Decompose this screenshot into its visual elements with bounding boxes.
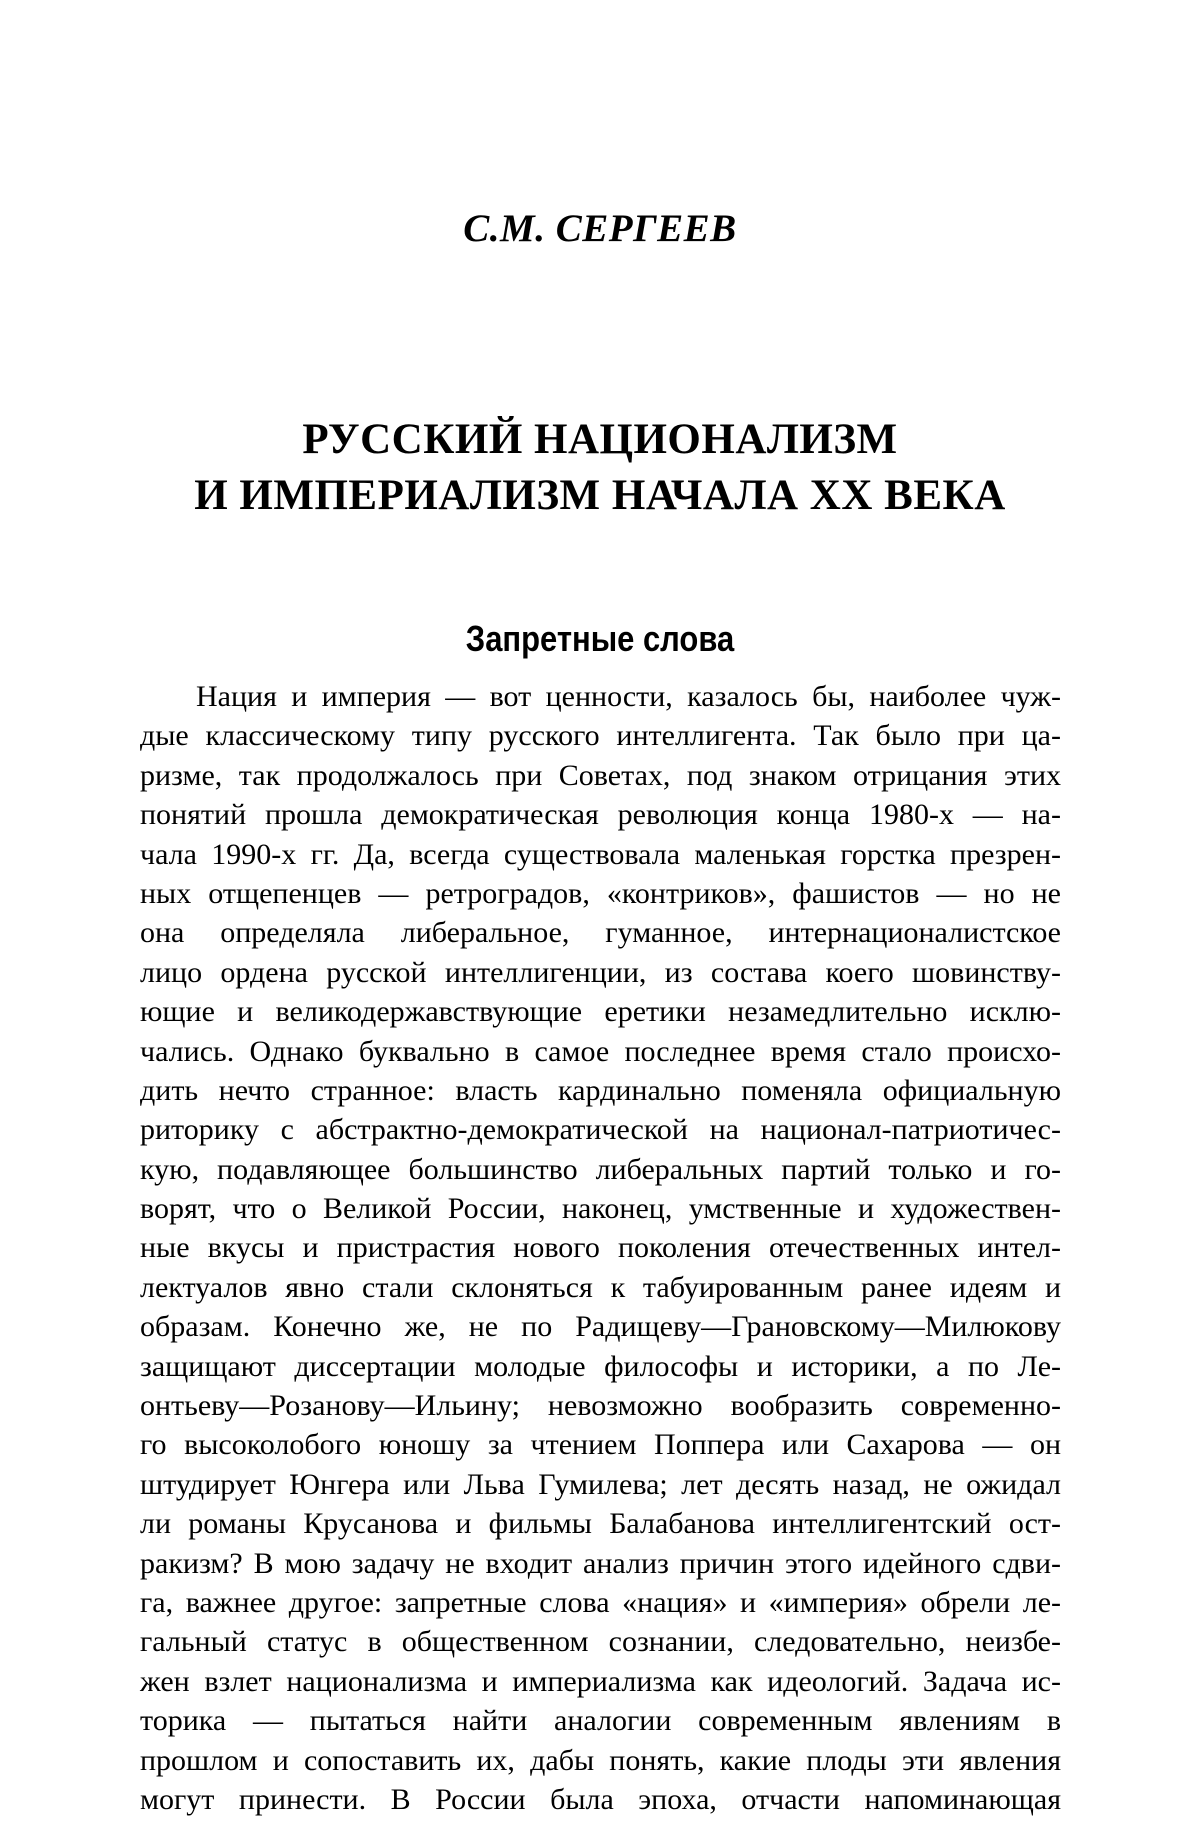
chapter-title-line-1: РУССКИЙ НАЦИОНАЛИЗМ [302, 416, 898, 463]
text-line: торика — пытаться найти аналогии современным явлениям в [140, 1704, 1061, 1738]
text-line: чала 1990-х гг. Да, всегда существовала маленькая горстка презрен- [140, 837, 1061, 871]
text-line: онтьеву—Розанову—Ильину; невозможно вообразить современно- [140, 1389, 1061, 1423]
text-line: кую, подавляющее большинство либеральных партий только и го- [140, 1152, 1061, 1186]
text-line: образам. Конечно же, не по Радищеву—Грановскому—Милюкову [140, 1310, 1061, 1344]
author-name: С.М. СЕРГЕЕВ [463, 207, 737, 250]
text-line: ные вкусы и пристрастия нового поколения отечественных интел- [140, 1231, 1061, 1265]
text-line: лектуалов явно стали склоняться к табуированным ранее идеям и [140, 1270, 1061, 1304]
text-line: дить нечто странное: власть кардинально поменяла официальную [140, 1073, 1061, 1107]
text-line: жен взлет национализма и империализма как идеологий. Задача ис- [140, 1664, 1061, 1698]
text-line: ющие и великодержавствующие еретики незамедлительно исклю- [140, 995, 1061, 1029]
text-line: гальный статус в общественном сознании, следовательно, неизбе- [140, 1625, 1061, 1659]
text-line: штудирует Юнгера или Льва Гумилева; лет десять назад, не ожидал [140, 1467, 1061, 1501]
text-line: го высоколобого юношу за чтением Поппера или Сахарова — он [140, 1428, 1061, 1462]
text-line: ризме, так продолжалось при Советах, под знаком отрицания этих [140, 758, 1061, 792]
text-line: га, важнее другое: запретные слова «нация» и «империя» обрели ле- [140, 1585, 1061, 1619]
body-paragraph [140, 677, 1061, 1819]
chapter-title [0, 412, 1200, 524]
text-line: дые классическому типу русского интеллигента. Так было при ца- [140, 719, 1061, 753]
text-line: могут принести. В России была эпоха, отчасти напоминающая [140, 1782, 1061, 1816]
text-line: понятий прошла демократическая революция конца 1980-х — на- [140, 798, 1061, 832]
text-line: ворят, что о Великой России, наконец, умственные и художествен- [140, 1192, 1061, 1226]
text-line: она определяла либеральное, гуманное, интернационалистское [140, 916, 1061, 950]
text-line: Нация и империя — вот ценности, казалось бы, наиболее чуж- [196, 680, 1061, 713]
section-heading: Запретные слова [465, 618, 735, 659]
text-line: защищают диссертации молодые философы и историки, а по Ле- [140, 1349, 1061, 1383]
text-line: чались. Однако буквально в самое последнее время стало происхо- [140, 1034, 1061, 1068]
text-line: прошлом и сопоставить их, дабы понять, какие плоды эти явления [140, 1743, 1061, 1777]
text-line: ных отщепенцев — ретроградов, «контриков», фашистов — но не [140, 876, 1061, 910]
text-line: лицо ордена русской интеллигенции, из состава коего шовинству- [140, 955, 1061, 989]
text-line: риторику с абстрактно-демократической на национал-патриотичес- [140, 1113, 1061, 1147]
text-line: ли романы Крусанова и фильмы Балабанова интеллигентский ост- [140, 1507, 1061, 1541]
text-line: ракизм? В мою задачу не входит анализ причин этого идейного сдви- [140, 1546, 1061, 1580]
chapter-title-line-2: И ИМПЕРИАЛИЗМ НАЧАЛА XX ВЕКА [194, 472, 1006, 519]
